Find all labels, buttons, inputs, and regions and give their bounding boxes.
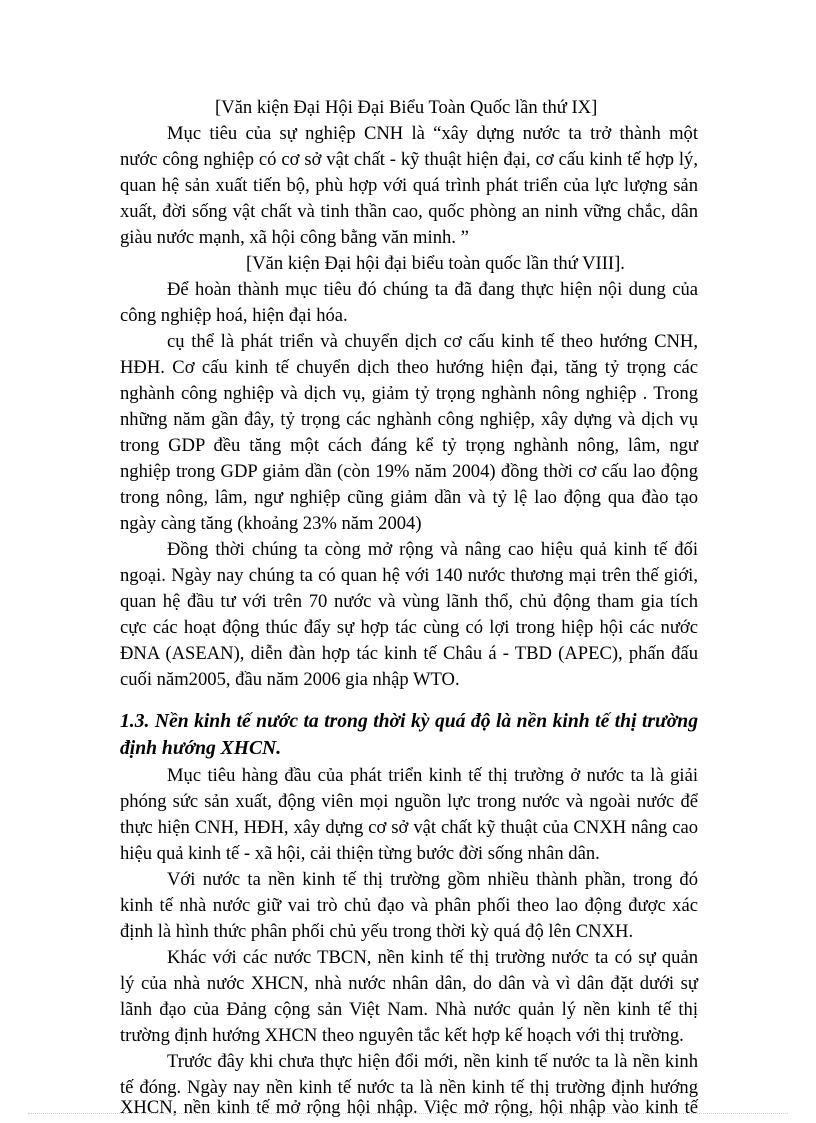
text-line: trường định hướng XHCN theo nguyên tắc kết hợp kế hoạch với thị trường. [120, 1025, 684, 1046]
text-line: Với nước ta nền kinh tế thị trường gồm nhiều thành phần, trong đó [167, 869, 698, 890]
text-line: nghiệp trong GDP giảm dần (còn 19% năm 2004) đồng thời cơ cấu lao động [120, 461, 698, 482]
text-line: lãnh đạo của Đảng cộng sản Việt Nam. Nhà nước quản lý nền kinh tế thị [120, 999, 698, 1020]
text-line: Mục tiêu hàng đầu của phát triển kinh tế thị trường ở nước ta là giải [167, 765, 698, 786]
text-line: hiệu quả kinh tế - xã hội, cải thiện từng bước đời sống nhân dân. [120, 843, 600, 864]
text-line: tế đóng. Ngày nay nền kinh tế nước ta là nền kinh tế thị trường định hướng [120, 1077, 698, 1098]
text-line: HĐH. Cơ cấu kinh tế chuyển dịch theo hướng hiện đại, tăng tỷ trọng các [120, 357, 698, 378]
text-line: Đồng thời chúng ta còng mở rộng và nâng cao hiệu quả kinh tế đối [167, 539, 698, 560]
text-line: phóng sức sản xuất, động viên mọi nguồn lực trong nước và ngoài nước để [120, 791, 698, 812]
text-line: ngày càng tăng (khoảng 23% năm 2004) [120, 513, 422, 534]
citation-ix: [Văn kiện Đại Hội Đại Biểu Toàn Quốc lần thứ IX] [215, 97, 598, 118]
text-line: cực các hoạt động thúc đẩy sự hợp tác cùng có lợi trong hiệp hội các nước [120, 617, 698, 638]
text-line: trong nông, lâm, ngư nghiệp cũng giảm dần và tỷ lệ lao động qua đào tạo [120, 487, 698, 508]
citation-viii: [Văn kiện Đại hội đại biểu toàn quốc lần thứ VIII]. [246, 253, 625, 274]
text-line: lý của nhà nước XHCN, nhà nước nhân dân, do dân và vì dân đặt dưới sự [120, 973, 698, 994]
text-line: cuối năm2005, đầu năm 2006 gia nhập WTO. [120, 669, 460, 690]
text-line: những năm gần đây, tỷ trọng các nghành công nghiệp, xây dựng và dịch vụ [120, 409, 698, 430]
text-line: thực hiện CNH, HĐH, xây dựng cơ sở vật chất kỹ thuật của CNXH nâng cao [120, 817, 698, 838]
text-line: kinh tế nhà nước giữ vai trò chủ đạo và phân phối theo lao động được xác [120, 895, 698, 916]
text-line: xuất, đời sống vật chất và tinh thần cao, quốc phòng an ninh vững chắc, dân [120, 201, 698, 222]
page-bottom-divider [28, 1113, 788, 1114]
text-line: Để hoàn thành mục tiêu đó chúng ta đã đang thực hiện nội dung của [167, 279, 698, 300]
text-line: nghành công nghiệp và dịch vụ, giảm tỷ trọng nghành nông nghiệp . Trong [120, 383, 698, 404]
text-line: Trước đây khi chưa thực hiện đổi mới, nền kinh tế nước ta là nền kinh [167, 1051, 698, 1072]
text-line: công nghiệp hoá, hiện đại hóa. [120, 305, 348, 326]
text-line: định là hình thức phân phối chủ yếu trong thời kỳ quá độ lên CNXH. [120, 921, 634, 942]
section-heading: 1.3. Nền kinh tế nước ta trong thời kỳ quá độ là nền kinh tế thị trường [120, 711, 698, 732]
text-line: XHCN, nền kinh tế mở rộng hội nhập. Việc mở rộng, hội nhập vào kinh tế [120, 1097, 698, 1118]
text-line: quan hệ sản xuất tiến bộ, phù hợp với quá trình phát triển của lực lượng sản [120, 175, 698, 196]
text-line: quan hệ đầu tư với trên 70 nước và vùng lãnh thổ, chủ động tham gia tích [120, 591, 698, 612]
text-line: Khác với các nước TBCN, nền kinh tế thị trường nước ta có sự quản [167, 947, 698, 968]
text-line: cụ thể là phát triển và chuyển dịch cơ cấu kinh tế theo hướng CNH, [167, 331, 698, 352]
text-line: ĐNA (ASEAN), diễn đàn hợp tác kinh tế Châu á - TBD (APEC), phấn đấu [120, 643, 698, 664]
text-line: giàu nước mạnh, xã hội công bằng văn minh. ” [120, 227, 469, 248]
section-heading: định hướng XHCN. [120, 738, 282, 759]
text-line: trong GDP đều tăng một cách đáng kể tỷ trọng nghành nông, lâm, ngư [120, 435, 698, 456]
text-line: nước công nghiệp có cơ sở vật chất - kỹ thuật hiện đại, cơ cấu kinh tế hợp lý, [120, 149, 698, 170]
text-line: ngoại. Ngày nay chúng ta có quan hệ với 140 nước thương mại trên thế giới, [120, 565, 698, 586]
text-line: Mục tiêu của sự nghiệp CNH là “xây dựng nước ta trở thành một [167, 123, 698, 144]
